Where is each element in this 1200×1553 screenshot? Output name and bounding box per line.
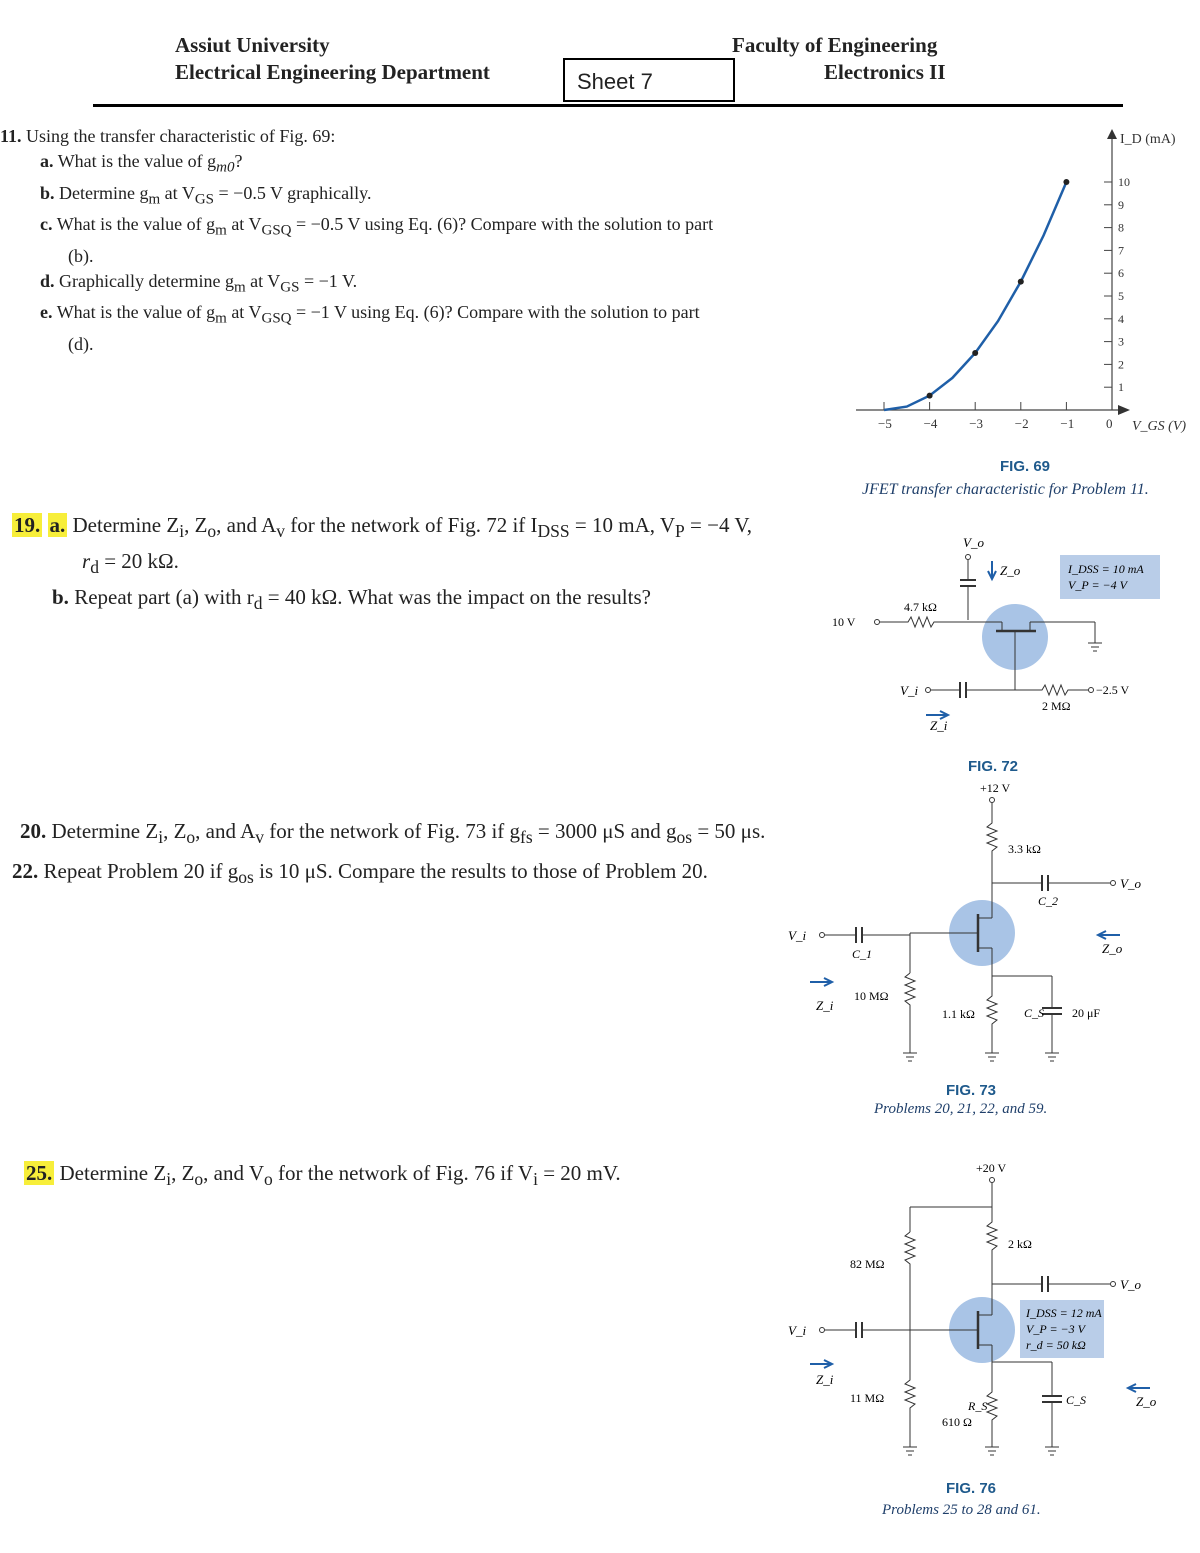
y-tick-label: 5 xyxy=(1118,289,1124,303)
fig76-vp: V_P = −3 V xyxy=(1026,1322,1085,1336)
fig73-rd-label: 3.3 kΩ xyxy=(1008,842,1041,856)
data-point xyxy=(1018,279,1024,285)
fig69-caption: JFET transfer characteristic for Problem 11. xyxy=(862,481,1149,498)
y-tick-label: 4 xyxy=(1118,311,1124,326)
y-tick-label: 6 xyxy=(1118,266,1124,281)
fig73-vo-label: V_o xyxy=(1120,876,1141,891)
fig72-rg-label: 2 MΩ xyxy=(1042,699,1071,713)
department-name: Electrical Engineering Department xyxy=(175,60,490,84)
x-tick-label: 0 xyxy=(1106,416,1113,431)
fig73-cs-value: 20 μF xyxy=(1072,1006,1101,1020)
fig72-vo-label: V_o xyxy=(963,535,984,550)
fig76-rd-label: 2 kΩ xyxy=(1008,1237,1032,1251)
fig72-circuit xyxy=(820,525,1200,765)
x-tick-label: −2 xyxy=(1014,416,1029,431)
fig76-zi-arrow xyxy=(810,1360,832,1368)
data-point xyxy=(1063,179,1069,185)
fig72-vi-label: V_i xyxy=(900,683,919,698)
fig72-zi-label: Z_i xyxy=(930,718,948,733)
x-tick-label: −1 xyxy=(1060,416,1075,431)
fig73-zo-arrow xyxy=(1098,931,1120,939)
fig73-caption-clip xyxy=(874,1101,1074,1117)
y-axis-label: I_D (mA) xyxy=(1120,132,1176,147)
header-divider xyxy=(93,104,1123,107)
fig76-supply-label: +20 V xyxy=(976,1161,1007,1175)
fig72-vp: V_P = −4 V xyxy=(1068,578,1127,592)
fig76-cs-label: C_S xyxy=(1066,1393,1087,1407)
fig76-r2-label: 11 MΩ xyxy=(850,1391,885,1405)
fig73-title: FIG. 73 xyxy=(946,1082,997,1099)
fig76-circuit xyxy=(780,1152,1200,1477)
fig72-vgg-label: −2.5 V xyxy=(1096,683,1130,697)
fig76-r2 xyxy=(905,1332,915,1447)
fig73-c2-label: C_2 xyxy=(1038,894,1059,908)
fig72-vo-terminal xyxy=(966,555,971,560)
y-tick-label: 1 xyxy=(1118,380,1124,395)
fig76-idss: I_DSS = 12 mA xyxy=(1026,1306,1102,1320)
fig76-caption: Problems 25 to 28 and 61. xyxy=(882,1502,1041,1518)
x-tick-label: −3 xyxy=(969,416,984,431)
y-tick-label: 3 xyxy=(1118,334,1124,349)
fig73-rd xyxy=(987,803,997,883)
fig73-zo-label: Z_o xyxy=(1102,941,1123,956)
fig76-zo-arrow xyxy=(1128,1384,1150,1392)
y-tick-label: 9 xyxy=(1118,197,1124,212)
fig76-rd xyxy=(987,1207,997,1284)
fig73-rs-label: 1.1 kΩ xyxy=(942,1007,975,1021)
fig73-rg xyxy=(905,973,915,1053)
course-name: Electronics II xyxy=(824,60,946,84)
x-tick-label: −5 xyxy=(878,416,892,431)
fig69-title: FIG. 69 xyxy=(1000,458,1051,475)
fig76-r1 xyxy=(905,1232,915,1332)
question-25: 25. Determine $Z_i$, $Z_o$, and $V_o$ for the network of Fig. 76 if $V_i = 20$ mV. xyxy=(26,1161,621,1190)
data-point xyxy=(927,393,933,399)
fig72-r1-label: 4.7 kΩ xyxy=(904,600,937,614)
fig76-zo-label: Z_o xyxy=(1136,1394,1157,1409)
y-tick-label: 8 xyxy=(1118,220,1124,235)
y-tick-label: 10 xyxy=(1118,175,1130,189)
fig73-cs-label: C_S xyxy=(1024,1006,1045,1020)
fig73-circuit xyxy=(780,778,1200,1078)
university-name: Assiut University xyxy=(175,33,330,57)
question-22: 22. Repeat Problem 20 if $g_{os}$ is 10 μS. Compare the results to those of Problem 20. xyxy=(12,859,708,888)
x-axis-arrow xyxy=(1118,405,1130,415)
fig72-idss: I_DSS = 10 mA xyxy=(1068,562,1144,576)
fig76-vi-label: V_i xyxy=(788,1323,807,1338)
y-tick-label: 2 xyxy=(1118,357,1124,372)
fig72-supply-label: 10 V xyxy=(832,615,856,629)
fig72-zo-label: Z_o xyxy=(1000,563,1021,578)
fig76-title: FIG. 76 xyxy=(946,1480,997,1497)
fig76-rd-param: r_d = 50 kΩ xyxy=(1026,1338,1086,1352)
fig76-rs-label: R_S xyxy=(968,1399,988,1413)
fig73-supply-label: +12 V xyxy=(980,781,1011,795)
fig72-zo-arrow xyxy=(988,561,996,579)
x-tick-label: −4 xyxy=(923,416,938,431)
y-tick-label: 7 xyxy=(1118,243,1124,258)
fig76-r1-label: 82 MΩ xyxy=(850,1257,885,1271)
fig76-zi-label: Z_i xyxy=(816,1372,834,1387)
fig76-vo-label: V_o xyxy=(1120,1277,1141,1292)
fig73-zi-label: Z_i xyxy=(816,998,834,1013)
fig73-caption: Problems 20, 21, 22, and 59. xyxy=(874,1101,1048,1117)
sheet-label: Sheet 7 xyxy=(563,58,735,102)
transfer-curve xyxy=(884,182,1066,410)
fig76-rs-value: 610 Ω xyxy=(942,1415,972,1429)
question-19: 19. a. Determine $Z_i$, $Z_o$, and $A_v$ for the network of Fig. 72 if $I_{DSS} = 10$ mA, $V_P = -4$ V, $r_d = 20$ kΩ. b. Repeat part (a) with $r_d = 40$ kΩ. What was the impact on the results? xyxy=(14,513,753,614)
fig73-c1-label: C_1 xyxy=(852,947,873,961)
x-axis-label: V_GS (V) xyxy=(1132,419,1187,434)
fig72-title: FIG. 72 xyxy=(968,758,1019,775)
fig73-zi-arrow xyxy=(810,978,832,986)
y-axis-arrow xyxy=(1107,129,1117,139)
data-point xyxy=(972,350,978,356)
fig72-rg xyxy=(1015,685,1088,695)
fig76-rs xyxy=(987,1362,997,1447)
fig72-r1 xyxy=(880,617,985,627)
fig73-rg-label: 10 MΩ xyxy=(854,989,889,1003)
faculty-name: Faculty of Engineering xyxy=(732,33,938,57)
fig69-chart xyxy=(850,125,1200,435)
question-11: 11. Using the transfer characteristic of Fig. 69: a. What is the value of $g_{m0}$? b. Determine $g_m$ at $V_{GS} = -0.5$ V graphically. c. What is the value of $g_m$ at $V_{GSQ} = -0.5$ V using Eq. (6)? Compare with the solution to part (b). d. Graphically determine $g_m$ at $V_{GS} = -1$ V. e. What is the value of $g_m$ at $V_{GSQ} = -1$ V using Eq. (6)? Compare with the solution to part (d). xyxy=(0,126,714,354)
fig73-vi-label: V_i xyxy=(788,928,807,943)
question-20: 20. Determine $Z_i$, $Z_o$, and $A_v$ for the network of Fig. 73 if $g_{fs} = 3000$ μS and $g_{os} = 50$ μs. xyxy=(20,819,766,848)
fig73-rs xyxy=(987,976,997,1053)
